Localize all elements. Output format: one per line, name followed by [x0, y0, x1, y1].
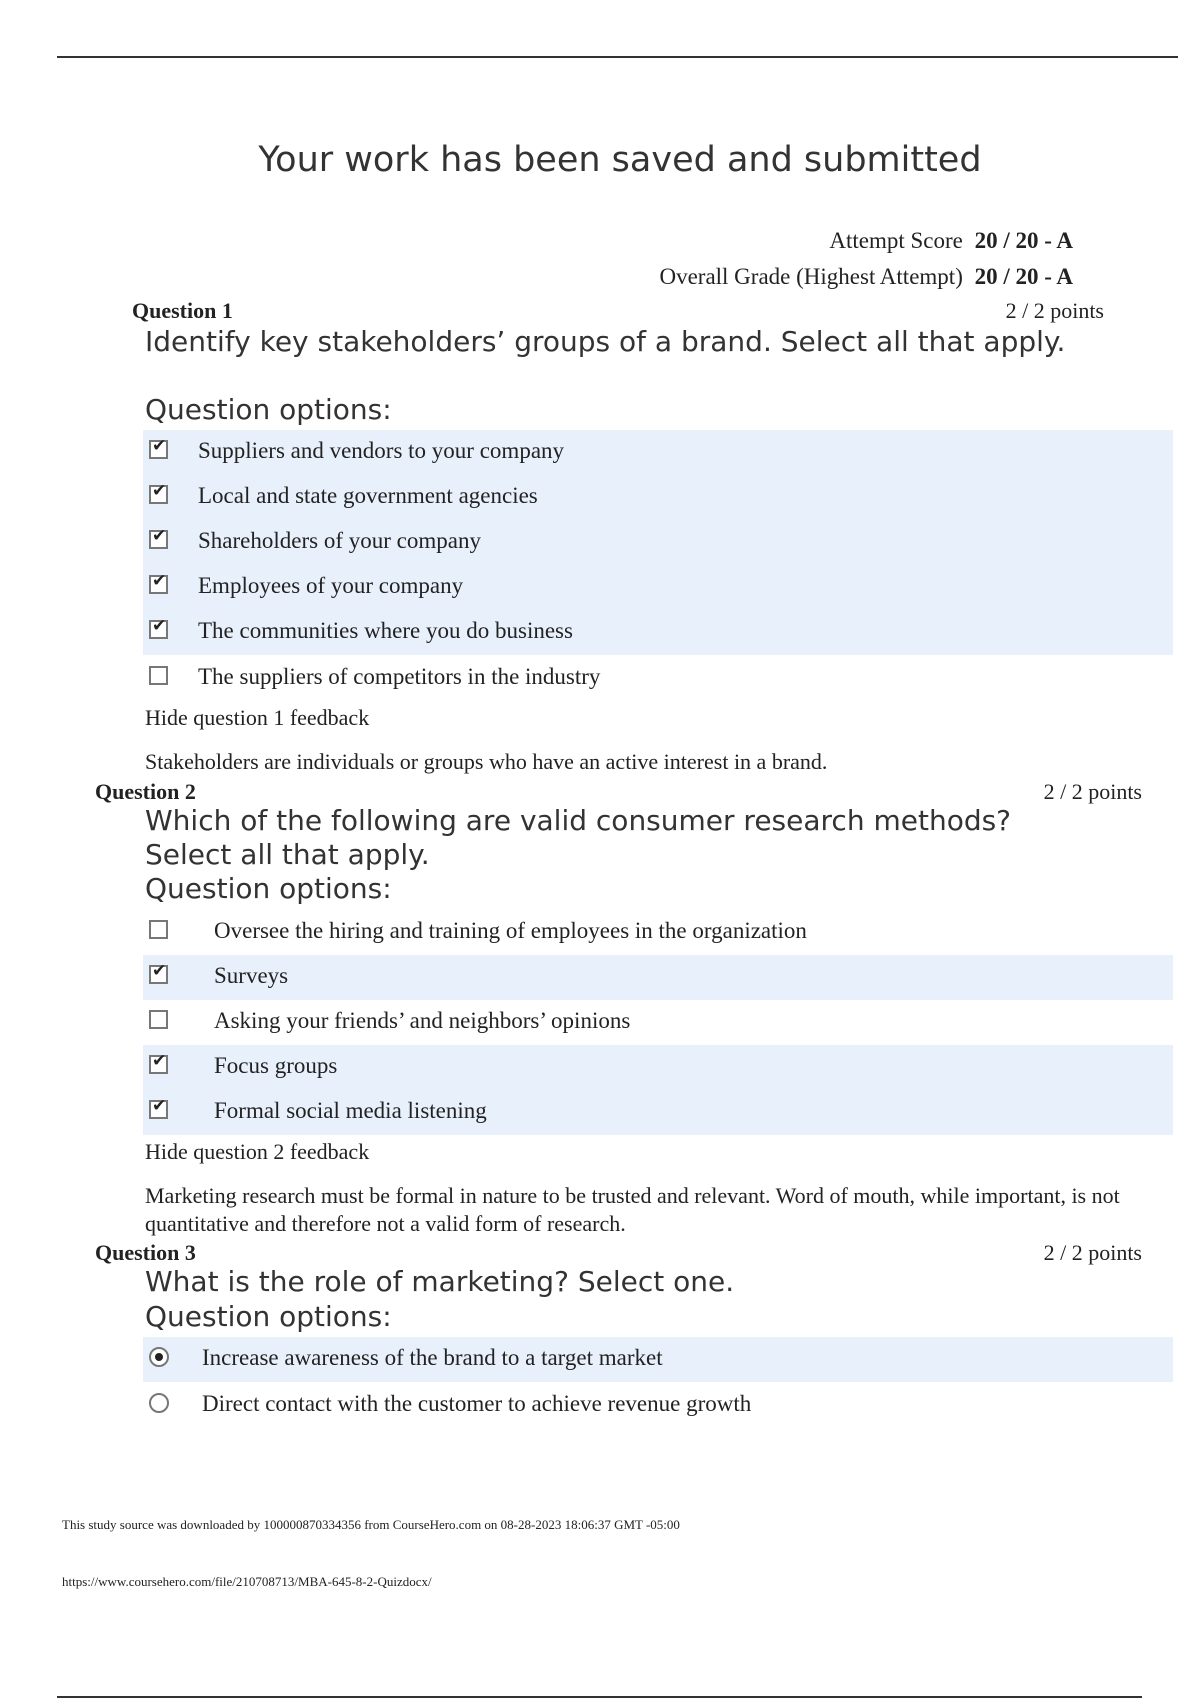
question-1-option[interactable]: ✔ The communities where you do business	[143, 610, 1173, 655]
question-3-heading: Question 3	[95, 1240, 196, 1265]
radio-button[interactable]	[149, 1347, 169, 1367]
check-icon: ✔	[152, 526, 167, 546]
source-note: This study source was downloaded by 100000870334356 from CourseHero.com on 08-28-2023 18:06:37 GMT -05:00	[62, 1517, 680, 1532]
bottom-rule	[57, 1696, 1142, 1698]
checkbox[interactable]	[149, 436, 168, 459]
attempt-score-label: Attempt Score	[829, 228, 963, 253]
checkbox[interactable]	[149, 920, 168, 939]
question-2-feedback-toggle[interactable]: Hide question 2 feedback	[145, 1139, 370, 1164]
checkbox[interactable]	[149, 1051, 168, 1074]
question-3-options-label: Question options:	[145, 1300, 392, 1333]
overall-grade-label: Overall Grade (Highest Attempt)	[659, 264, 963, 289]
attempt-score-value: 20 / 20 - A	[974, 228, 1073, 253]
radio-button[interactable]	[149, 1393, 169, 1413]
attempt-score	[829, 228, 1073, 254]
question-3-points: 2 / 2 points	[1043, 1240, 1142, 1265]
checkbox[interactable]	[149, 616, 168, 639]
source-url[interactable]: https://www.coursehero.com/file/210708713/MBA-645-8-2-Quizdocx/	[62, 1574, 432, 1589]
checkbox[interactable]	[149, 1096, 168, 1119]
question-2-option[interactable]: ✔ Formal social media listening	[143, 1090, 1173, 1135]
question-2-option[interactable]: Oversee the hiring and training of employees in the organization	[143, 910, 1173, 955]
question-1-points: 2 / 2 points	[1005, 298, 1104, 323]
check-icon: ✔	[152, 436, 167, 456]
checkbox[interactable]	[149, 571, 168, 594]
check-icon: ✔	[152, 571, 167, 591]
question-1-text: Identify key stakeholders’ groups of a brand. Select all that apply.	[145, 325, 1066, 358]
question-1-options-label: Question options:	[145, 393, 392, 426]
question-3-option[interactable]: Direct contact with the customer to achieve revenue growth	[143, 1383, 1173, 1428]
top-rule	[57, 56, 1178, 58]
question-2-feedback: Marketing research must be formal in nature to be trusted and relevant. Word of mouth, while important, is not quantitative and therefore not a valid form of research.	[145, 1183, 1120, 1236]
question-2-points: 2 / 2 points	[1043, 779, 1142, 804]
question-2-options-label: Question options:	[145, 872, 392, 905]
question-1-option[interactable]: ✔ Shareholders of your company	[143, 520, 1173, 565]
question-2-option[interactable]: ✔ Surveys	[143, 955, 1173, 1000]
check-icon: ✔	[152, 481, 167, 501]
question-1-option[interactable]: ✔ Suppliers and vendors to your company	[143, 430, 1173, 475]
question-1-feedback: Stakeholders are individuals or groups who have an active interest in a brand.	[145, 749, 828, 774]
question-1-option[interactable]: ✔ Local and state government agencies	[143, 475, 1173, 520]
question-2-heading: Question 2	[95, 779, 196, 804]
question-2-text: Which of the following are valid consumer research methods? Select all that apply.	[145, 804, 1012, 871]
check-icon: ✔	[152, 616, 167, 636]
question-1-heading: Question 1	[132, 298, 233, 323]
question-1-feedback-toggle[interactable]: Hide question 1 feedback	[145, 705, 370, 730]
question-3-text: What is the role of marketing? Select one.	[145, 1265, 735, 1298]
check-icon: ✔	[152, 961, 167, 981]
checkbox[interactable]	[149, 526, 168, 549]
check-icon: ✔	[152, 1051, 167, 1071]
question-2-option[interactable]: ✔ Focus groups	[143, 1045, 1173, 1090]
checkbox[interactable]	[149, 481, 168, 504]
checkbox[interactable]	[149, 961, 168, 984]
overall-grade	[659, 264, 1073, 290]
overall-grade-value: 20 / 20 - A	[974, 264, 1073, 289]
checkbox[interactable]	[149, 1010, 168, 1029]
page-title: Your work has been saved and submitted	[258, 140, 982, 180]
question-3-option[interactable]: Increase awareness of the brand to a target market	[143, 1337, 1173, 1382]
radio-selected-icon	[155, 1353, 163, 1361]
check-icon: ✔	[152, 1096, 167, 1116]
question-2-option[interactable]: Asking your friends’ and neighbors’ opinions	[143, 1000, 1173, 1045]
checkbox[interactable]	[149, 666, 168, 685]
question-1-option[interactable]: The suppliers of competitors in the industry	[143, 656, 1173, 701]
question-1-option[interactable]: ✔ Employees of your company	[143, 565, 1173, 610]
